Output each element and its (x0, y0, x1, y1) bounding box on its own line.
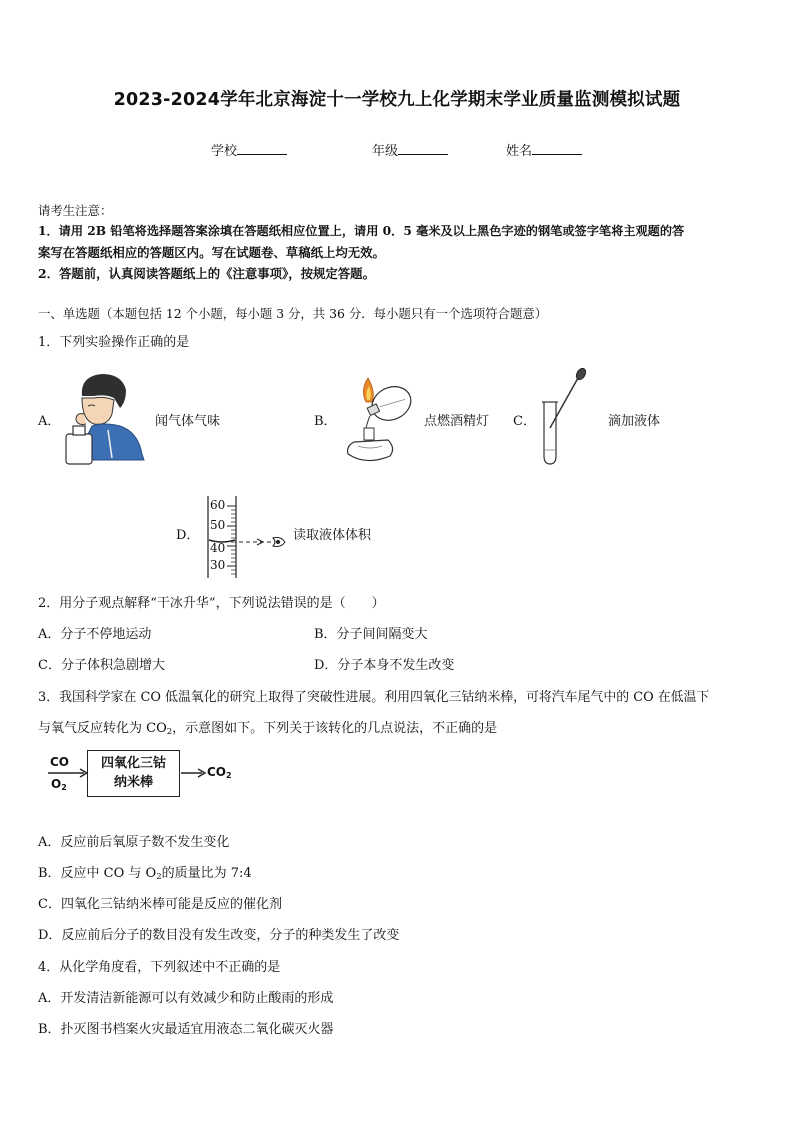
q1-option-c-caption: 滴加液体 (608, 414, 661, 429)
name-label: 姓名 (506, 144, 533, 159)
q1-option-b-caption: 点燃酒精灯 (424, 414, 490, 429)
grade-label: 年级 (372, 144, 399, 159)
q3-stem-part1: 与氧气反应转化为 CO (38, 721, 167, 736)
cylinder-label-30: 30 (210, 558, 226, 572)
notes-item-1a: 1．请用 2B 铅笔将选择题答案涂填在答题纸相应位置上，请用 0．5 毫米及以上黑色字迹的钢笔或签字笔将主观题的答 (38, 224, 685, 238)
school-field[interactable] (211, 140, 287, 159)
q3-option-b-part1: B．反应中 CO 与 O (38, 866, 157, 881)
q2-option-b: B．分子间间隔变大 (314, 627, 428, 642)
q3-stem-line1: 3．我国科学家在 CO 低温氧化的研究上取得了突破性进展。利用四氧化三钴纳米棒，可将汽车尾气中的 CO 在低温下 (38, 690, 710, 705)
name-field[interactable] (506, 140, 582, 159)
school-blank[interactable] (237, 140, 287, 155)
q1-option-b-letter: B． (314, 414, 337, 429)
smelling-gas-illustration (64, 368, 148, 466)
cylinder-label-40: 40 (210, 541, 226, 555)
cylinder-label-50: 50 (210, 518, 226, 532)
q2-option-c: C．分子体积急剧增大 (38, 658, 165, 673)
notes-heading: 请考生注意： (38, 203, 113, 218)
dropper-test-tube-illustration (536, 368, 592, 468)
cylinder-label-60: 60 (210, 498, 226, 512)
q1-option-d-caption: 读取液体体积 (293, 528, 372, 543)
section-heading: 一、单选题（本题包括 12 个小题，每小题 3 分，共 36 分．每小题只有一个选项符合题意） (38, 306, 548, 321)
school-label: 学校 (211, 144, 238, 159)
exam-notes (38, 200, 760, 284)
reactant-o2-symbol: O (51, 777, 62, 791)
grade-blank[interactable] (398, 140, 448, 155)
notes-item-1b: 案写在答题纸相应的答题区内。写在试题卷、草稿纸上均无效。 (38, 245, 385, 260)
name-blank[interactable] (532, 140, 582, 155)
q3-option-b-part2: 的质量比为 7:4 (161, 866, 252, 881)
page-title: 2023-2024学年北京海淀十一学校九上化学期末学业质量监测模拟试题 (113, 90, 681, 110)
q3-stem-subscript: 2 (166, 727, 173, 737)
q1-stem: 1．下列实验操作正确的是 (38, 335, 190, 350)
product-co2-subscript: 2 (226, 771, 232, 780)
q3-stem-line2 (38, 717, 497, 737)
q1-option-a-caption: 闻气体气味 (155, 414, 221, 429)
q4-stem: 4．从化学角度看，下列叙述中不正确的是 (38, 960, 281, 975)
q3-option-a: A．反应前后氧原子数不发生变化 (38, 835, 230, 850)
alcohol-lamp-illustration (336, 376, 422, 466)
product-co2-symbol: CO (207, 765, 227, 779)
q1-option-d-letter: D． (176, 528, 200, 543)
q2-option-d: D．分子本身不发生改变 (314, 658, 455, 673)
reaction-arrow-in (44, 764, 90, 784)
q3-stem-part2: ，示意图如下。下列关于该转化的几点说法，不正确的是 (172, 721, 498, 736)
q2-stem: 2．用分子观点解释“干冰升华”，下列说法错误的是（ ） (38, 596, 385, 611)
product-co2 (207, 765, 232, 780)
reactant-o2-subscript: 2 (61, 783, 67, 792)
q1-option-c-letter: C． (513, 414, 536, 429)
q2-option-a: A．分子不停地运动 (38, 627, 152, 642)
catalyst-line-2: 纳米棒 (113, 775, 153, 790)
reactant-co: CO (50, 755, 70, 769)
catalyst-line-1: 四氧化三钴 (100, 756, 166, 771)
q3-option-c: C．四氧化三钴纳米棒可能是反应的催化剂 (38, 897, 282, 912)
reaction-arrow-out (180, 764, 208, 784)
q3-option-b (38, 862, 252, 882)
grade-field[interactable] (372, 140, 448, 159)
q4-option-a: A．开发清洁新能源可以有效减少和防止酸雨的形成 (38, 991, 334, 1006)
notes-item-2: 2．答题前，认真阅读答题纸上的《注意事项》，按规定答题。 (38, 266, 375, 281)
q3-option-b-subscript: 2 (156, 872, 162, 882)
catalyst-box (87, 750, 180, 797)
q4-option-b: B．扑灭图书档案火灾最适宜用液态二氧化碳灭火器 (38, 1022, 334, 1037)
q3-option-d: D．反应前后分子的数目没有发生改变，分子的种类发生了改变 (38, 928, 400, 943)
q1-option-a-letter: A． (38, 414, 61, 429)
